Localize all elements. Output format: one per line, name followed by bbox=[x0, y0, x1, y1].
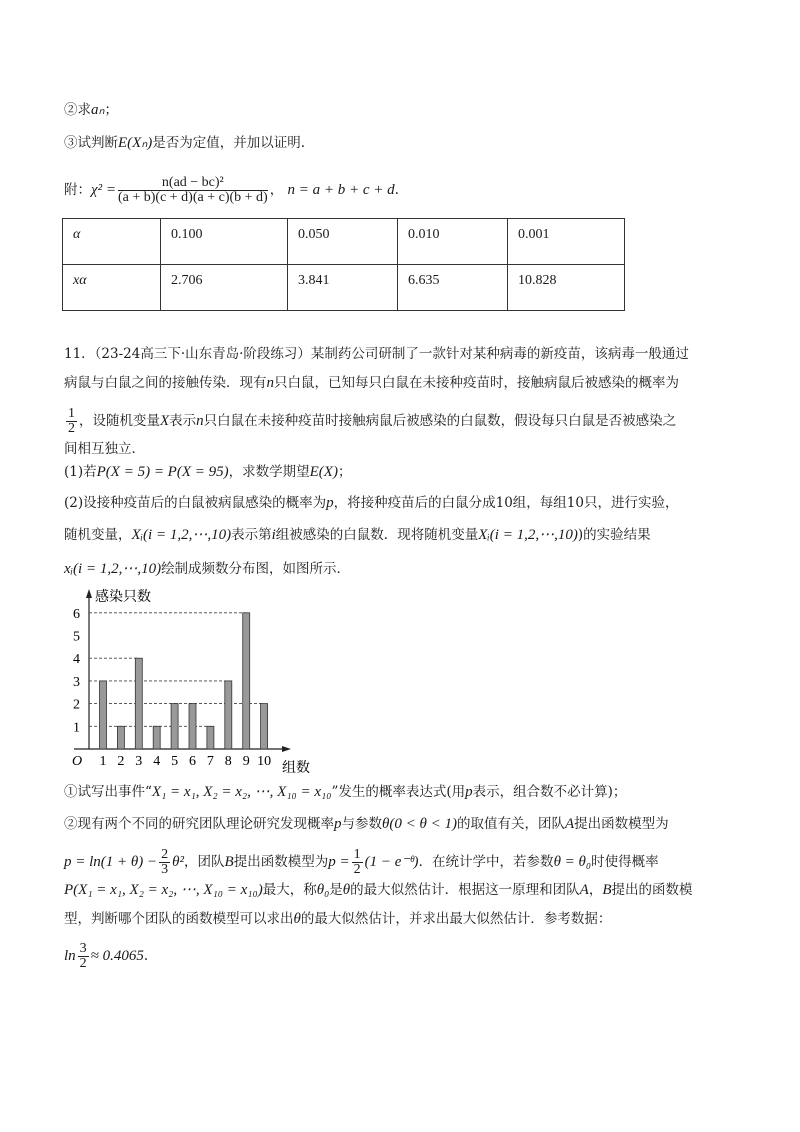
text: ③试判断 bbox=[64, 135, 118, 151]
math-expression: xᵢ(i = 1,2,⋯,10) bbox=[64, 561, 162, 577]
text: )的实验结果 bbox=[577, 527, 651, 543]
x-axis-label: 组数 bbox=[282, 760, 310, 775]
text: 表示第 bbox=[231, 527, 272, 543]
math-expression: θ(0 < θ < 1) bbox=[382, 816, 457, 832]
math-expression: p = bbox=[328, 854, 350, 870]
text: 提出函数模型为 bbox=[574, 816, 669, 832]
math-expression: P(X₁ = x₁, X₂ = x₂, ⋯, X₁₀ = x₁₀) bbox=[64, 882, 263, 898]
table-cell: 0.001 bbox=[508, 219, 625, 265]
text: 是否为定值，并加以证明. bbox=[152, 135, 306, 151]
text-line bbox=[64, 439, 145, 459]
x-tick-label: 6 bbox=[189, 754, 196, 769]
y-tick-label: 1 bbox=[73, 720, 80, 736]
math-expression: p = ln(1 + θ) − bbox=[64, 854, 158, 870]
y-tick-label: 2 bbox=[73, 697, 80, 713]
x-tick-label: 5 bbox=[171, 754, 179, 769]
math-expression: i bbox=[271, 527, 276, 543]
text: ， bbox=[588, 882, 603, 898]
bar bbox=[171, 704, 178, 749]
y-axis-label: 感染只数 bbox=[95, 589, 151, 605]
text: 只白鼠，已知每只白鼠在未接种疫苗时，接触病鼠后被感染的概率为 bbox=[274, 375, 679, 391]
text-line bbox=[64, 909, 611, 929]
text: ②求 bbox=[64, 102, 91, 118]
fraction bbox=[159, 848, 170, 877]
text: ，求数学期望 bbox=[228, 464, 310, 480]
text: (1)若 bbox=[64, 464, 97, 480]
math-expression: p bbox=[326, 495, 334, 511]
text: . bbox=[394, 182, 399, 198]
text: 最大，称 bbox=[262, 882, 317, 898]
text-line bbox=[64, 133, 305, 153]
math-expression: X bbox=[160, 413, 170, 429]
text: 附： bbox=[64, 182, 91, 198]
text-line bbox=[64, 814, 669, 834]
y-tick-label: 3 bbox=[73, 674, 80, 690]
math-expression: θ = θ₀ bbox=[553, 854, 592, 870]
table-cell: 2.706 bbox=[161, 265, 288, 311]
math-expression: (1 − e⁻ᶿ) bbox=[364, 854, 419, 870]
text-line bbox=[64, 462, 351, 482]
bar bbox=[225, 681, 232, 749]
text: 的取值有关，团队 bbox=[456, 816, 565, 832]
math-expression: ≈ 0.4065 bbox=[90, 948, 144, 964]
text-line bbox=[64, 373, 679, 393]
text: ， bbox=[269, 182, 288, 198]
text: 只白鼠在未接种疫苗时接触病鼠后被感染的白鼠数，假设每只白鼠是否被感染之 bbox=[203, 413, 677, 429]
math-expression: n bbox=[266, 375, 274, 391]
numerator: 2 bbox=[161, 847, 169, 862]
numerator: n(ad − bc)² bbox=[118, 176, 268, 191]
table-row bbox=[63, 265, 625, 311]
x-axis-arrow-icon bbox=[282, 746, 291, 752]
fraction bbox=[78, 942, 89, 971]
fraction bbox=[118, 176, 268, 205]
text: ，将接种疫苗后的白鼠分成10组，每组10只，进行实验， bbox=[333, 495, 679, 511]
denominator: 2 bbox=[353, 862, 361, 877]
text: ①试写出事件“ bbox=[64, 784, 152, 800]
math-expression: A bbox=[579, 882, 589, 898]
y-tick-label: 6 bbox=[73, 606, 80, 622]
x-tick-label: 7 bbox=[206, 754, 214, 769]
x-tick-label: 1 bbox=[99, 754, 107, 769]
math-expression: E(Xₙ) bbox=[118, 135, 153, 151]
text-line bbox=[64, 942, 148, 971]
table-cell: 3.841 bbox=[288, 265, 398, 311]
text-line bbox=[64, 559, 350, 579]
text: 是 bbox=[329, 882, 343, 898]
text: 时使得概率 bbox=[591, 854, 659, 870]
text: 11．（23-24高三下·山东青岛·阶段练习）某制药公司研制了一款针对某种病毒的新疫苗，该病毒一般通过 bbox=[64, 346, 689, 362]
text-line bbox=[64, 493, 678, 513]
text: 提出的函数模 bbox=[611, 882, 693, 898]
fraction bbox=[66, 407, 77, 436]
text: 型，判断哪个团队的函数模型可以求出 bbox=[64, 911, 294, 927]
fraction bbox=[352, 848, 363, 877]
text: 间相互独立． bbox=[64, 441, 145, 457]
math-expression: n bbox=[196, 413, 204, 429]
text: 的最大似然估计．根据这一原理和团队 bbox=[350, 882, 580, 898]
text: 提出函数模型为 bbox=[233, 854, 329, 870]
math-expression: B bbox=[224, 854, 234, 870]
math-expression: ln bbox=[64, 948, 76, 964]
text: 绘制成频数分布图，如图所示． bbox=[161, 561, 351, 577]
math-expression: θ bbox=[342, 882, 351, 898]
x-tick-label: 10 bbox=[257, 754, 272, 769]
text: ，设随机变量 bbox=[79, 413, 160, 429]
denominator: (a + b)(c + d)(a + c)(b + d) bbox=[117, 190, 268, 205]
text: . bbox=[143, 948, 149, 964]
table-cell: 10.828 bbox=[508, 265, 625, 311]
x-tick-label: 8 bbox=[224, 754, 232, 769]
text-line bbox=[64, 407, 676, 436]
origin-label: O bbox=[72, 754, 83, 769]
bar bbox=[100, 681, 107, 749]
y-tick-label: 4 bbox=[73, 652, 80, 668]
text: 病鼠与白鼠之间的接触传染．现有 bbox=[64, 375, 267, 391]
text: 的最大似然估计，并求出最大似然估计．参考数据： bbox=[300, 911, 612, 927]
math-expression: E(X) bbox=[309, 464, 338, 480]
math-expression: A bbox=[564, 816, 575, 832]
math-expression: χ² = bbox=[91, 182, 116, 198]
text: ； bbox=[337, 464, 352, 480]
table-row bbox=[63, 219, 625, 265]
table-cell: 6.635 bbox=[398, 265, 508, 311]
row-header-cell: α bbox=[63, 219, 161, 265]
bar bbox=[207, 726, 214, 749]
bar bbox=[189, 704, 196, 749]
numerator: 1 bbox=[353, 847, 361, 862]
text: 表示，组合数不必计算)； bbox=[472, 784, 627, 800]
text: 组被感染的白鼠数．现将随机变量 bbox=[275, 527, 479, 543]
text: ，团队 bbox=[184, 854, 225, 870]
math-expression: P(X = 5) = P(X = 95) bbox=[96, 464, 229, 480]
text: 随机变量， bbox=[64, 527, 132, 543]
text: 与参数 bbox=[341, 816, 382, 832]
denominator: 2 bbox=[68, 421, 75, 436]
text: 表示 bbox=[169, 413, 197, 429]
text: ②现有两个不同的研究团队理论研究发现概率 bbox=[64, 816, 334, 832]
math-expression: θ² bbox=[172, 854, 185, 870]
y-axis-arrow-icon bbox=[86, 589, 92, 598]
text: ； bbox=[104, 102, 118, 118]
bar bbox=[153, 726, 160, 749]
denominator: 3 bbox=[161, 862, 169, 877]
bar bbox=[261, 704, 268, 749]
math-expression: B bbox=[602, 882, 612, 898]
text-line bbox=[64, 344, 689, 364]
x-tick-label: 3 bbox=[135, 754, 143, 769]
math-expression: θ bbox=[293, 911, 301, 927]
math-expression: Xᵢ(i = 1,2,⋯,10) bbox=[131, 527, 232, 543]
text: (2)设接种疫苗后的白鼠被病鼠感染的概率为 bbox=[64, 495, 327, 511]
text-line bbox=[64, 100, 118, 120]
bar bbox=[135, 658, 142, 749]
x-tick-label: 9 bbox=[242, 754, 250, 769]
text: ”发生的概率表达式(用 bbox=[331, 784, 466, 800]
math-expression: X₁ = x₁, X₂ = x₂, ⋯, X₁₀ = x₁₀ bbox=[151, 784, 332, 800]
text-line bbox=[64, 880, 693, 900]
text-line bbox=[64, 525, 651, 545]
text-line bbox=[64, 176, 399, 205]
denominator: 2 bbox=[79, 956, 87, 971]
x-tick-label: 4 bbox=[153, 754, 161, 769]
math-expression: aₙ bbox=[91, 102, 105, 118]
math-expression: n = a + b + c + d bbox=[287, 182, 395, 198]
row-header-cell: xα bbox=[63, 265, 161, 311]
bar bbox=[117, 726, 124, 749]
text: ．在统计学中，若参数 bbox=[418, 854, 554, 870]
chi-square-critical-value-table bbox=[62, 218, 625, 311]
numerator: 1 bbox=[68, 406, 75, 421]
frequency-bar-chart bbox=[60, 585, 320, 775]
math-expression: Xᵢ(i = 1,2,⋯,10) bbox=[478, 527, 578, 543]
table-cell: 0.050 bbox=[288, 219, 398, 265]
math-expression: p bbox=[334, 816, 342, 832]
table-cell: 0.010 bbox=[398, 219, 508, 265]
math-expression: θ₀ bbox=[316, 882, 330, 898]
text-line bbox=[64, 782, 626, 802]
numerator: 3 bbox=[79, 941, 87, 956]
table-cell: 0.100 bbox=[161, 219, 288, 265]
math-expression: p bbox=[465, 784, 473, 800]
text-line bbox=[64, 848, 659, 877]
bar bbox=[243, 613, 250, 749]
x-tick-label: 2 bbox=[117, 754, 125, 769]
y-tick-label: 5 bbox=[73, 629, 80, 645]
